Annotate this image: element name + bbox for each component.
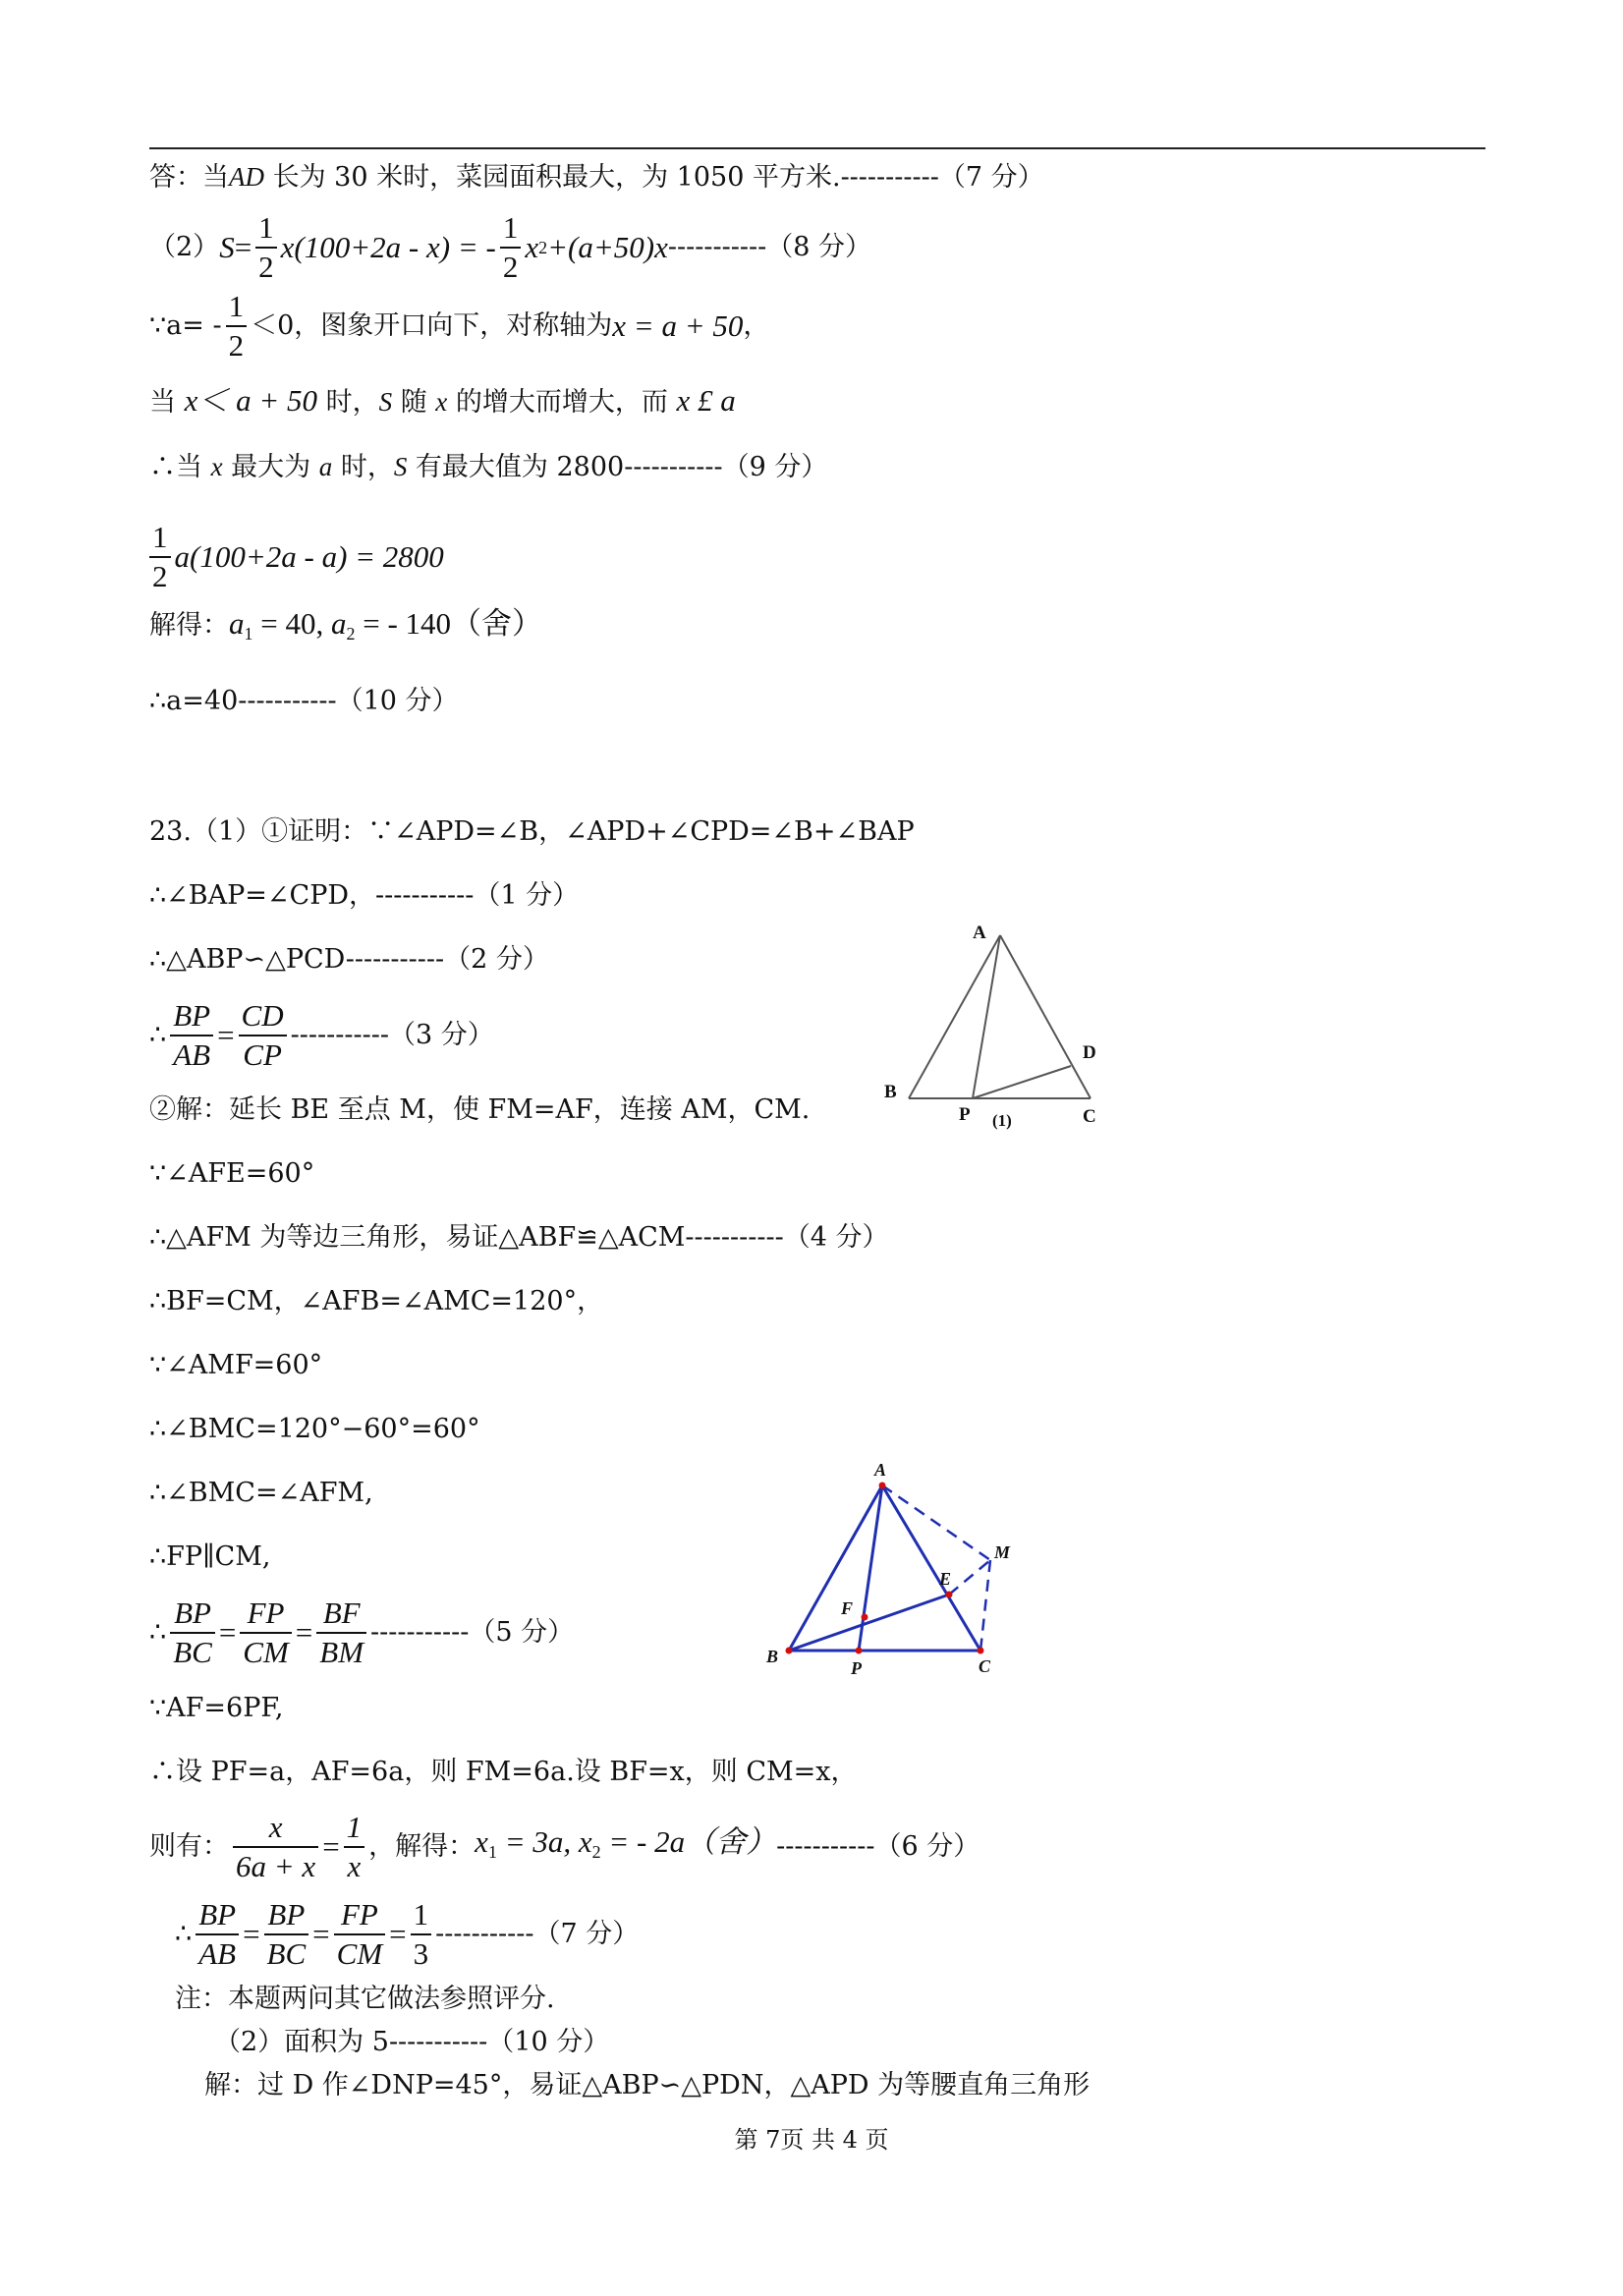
p23-line: ∵∠AFE=60°	[149, 1158, 315, 1189]
fraction: $\frac{FP}{CM}$	[240, 1595, 292, 1671]
fig2-label-A: A	[874, 1460, 887, 1480]
figure-1	[874, 924, 1130, 1140]
fig2-label-M: M	[994, 1542, 1011, 1562]
fraction: $\frac{1}{x}$	[344, 1809, 365, 1885]
fig1-label-A: A	[973, 924, 986, 943]
p23-ratio-1: ∴ $\frac{BP}{AB}$ = $\frac{CD}{CP}$ -----------（3 分）	[149, 998, 494, 1072]
p23-line: ∴∠BMC=120°−60°=60°	[149, 1414, 480, 1444]
fraction: $\frac{1}{2}$	[149, 519, 171, 595]
fig2-label-P: P	[851, 1658, 862, 1678]
max-line: ∴当 x 最大为 a 时，S 有最大值为 2800-----------（9 分）	[149, 452, 828, 482]
part2-answer: （2）面积为 5-----------（10 分）	[214, 2027, 610, 2057]
part2-solution: 解：过 D 作∠DNP=45°，易证△ABP∽△PDN，△APD 为等腰直角三角形	[204, 2070, 1091, 2100]
solution-line: 解得：$a_1 = 40$, $a_2$ = - 140（舍）	[149, 606, 543, 644]
p23-line: ∴FP∥CM,	[149, 1541, 271, 1572]
fig2-label-E: E	[939, 1569, 952, 1589]
p23-ratio-3: ∴ $\frac{BP}{AB}$ = $\frac{BP}{BC}$ = $\frac{FP}{CM}$ = $\frac{1}{3}$ -----------（7 分）	[175, 1897, 640, 1971]
fraction: $\frac{BF}{BM}$	[316, 1595, 366, 1671]
fig2-label-F: F	[841, 1598, 854, 1618]
p23-line: ②解：延长 BE 至点 M，使 FM=AF，连接 AM，CM.	[149, 1094, 811, 1125]
note-line: 注：本题两问其它做法参照评分.	[175, 1984, 555, 2014]
p23-line: ∴BF=CM，∠AFB=∠AMC=120°，	[149, 1286, 604, 1316]
p23-line: ∴∠BMC=∠AFM,	[149, 1478, 373, 1508]
fig2-label-B: B	[766, 1647, 779, 1666]
fig2-label-C: C	[979, 1656, 991, 1676]
fraction: $\frac{FP}{CM}$	[334, 1896, 386, 1973]
fraction: $\frac{1}{2}$	[226, 288, 248, 364]
p23-ratio-2: ∴ $\frac{BP}{BC}$ = $\frac{FP}{CM}$ = $\frac{BF}{BM}$ -----------（5 分）	[149, 1596, 575, 1669]
p23-line: ∴△ABP∽△PCD-----------（2 分）	[149, 944, 549, 975]
fraction: $\frac{BP}{AB}$	[170, 997, 213, 1074]
fig1-caption: (1)	[992, 1111, 1012, 1130]
p23-line: ∵∠AMF=60°	[149, 1350, 323, 1380]
p23-equation: 则有： $\frac{x}{6a + x}$ = $\frac{1}{x}$ ，解得： $x_1 = 3a$, $x_2$ = - 2a（舍） -----------（6 分）	[149, 1810, 980, 1883]
p23-line: ∴设 PF=a，AF=6a，则 FM=6a.设 BF=x，则 CM=x，	[149, 1757, 858, 1787]
header-rule	[149, 147, 1485, 149]
fig1-label-D: D	[1083, 1042, 1096, 1063]
fig1-label-P: P	[959, 1104, 971, 1125]
fraction: $\frac{x}{6a + x}$	[233, 1809, 318, 1885]
fig1-label-B: B	[884, 1082, 897, 1102]
fraction: $\frac{1}{2}$	[255, 209, 277, 286]
coefficient-line: ∵a= - $\frac{1}{2}$ ＜0，图象开口向下，对称轴为 x = a + 50 ，	[149, 289, 770, 363]
answer-line: 答：当AD 长为 30 米时，菜园面积最大，为 1050 平方米.-----------（7 分）	[149, 162, 1044, 193]
p23-proof-start: 23.（1）①证明：∵∠APD=∠B，∠APD+∠CPD=∠B+∠BAP	[149, 816, 915, 847]
p23-line: ∴∠BAP=∠CPD，-----------（1 分）	[149, 880, 580, 911]
fraction: $\frac{1}{3}$	[411, 1896, 432, 1973]
monotonic-line: 当 x＜ a + 50 时，S 随 x 的增大而增大，而 x £ a	[149, 383, 736, 418]
page-footer: 第 7页 共 4 页	[734, 2126, 889, 2154]
fraction: $\frac{BP}{BC}$	[170, 1595, 215, 1671]
fraction: $\frac{1}{2}$	[500, 209, 522, 286]
equation-line: $\frac{1}{2}$ a(100+2a - a) = 2800	[149, 516, 444, 598]
fraction: $\frac{BP}{AB}$	[196, 1896, 239, 1973]
p23-line: ∴△AFM 为等边三角形，易证△ABF≌△ACM-----------（4 分）	[149, 1222, 889, 1253]
p23-line: ∵AF=6PF,	[149, 1693, 284, 1723]
fraction: $\frac{BP}{BC}$	[264, 1896, 309, 1973]
fraction: $\frac{CD}{CP}$	[239, 997, 287, 1074]
fig1-label-C: C	[1083, 1106, 1096, 1127]
formula-s: （2） S = $\frac{1}{2}$ x(100+2a - x) = - $\frac{1}{2}$ x 2 +(a+50)x -----------（8 分）	[149, 210, 871, 284]
result-line: ∴a=40-----------（10 分）	[149, 686, 459, 716]
figure-2	[756, 1454, 1032, 1680]
